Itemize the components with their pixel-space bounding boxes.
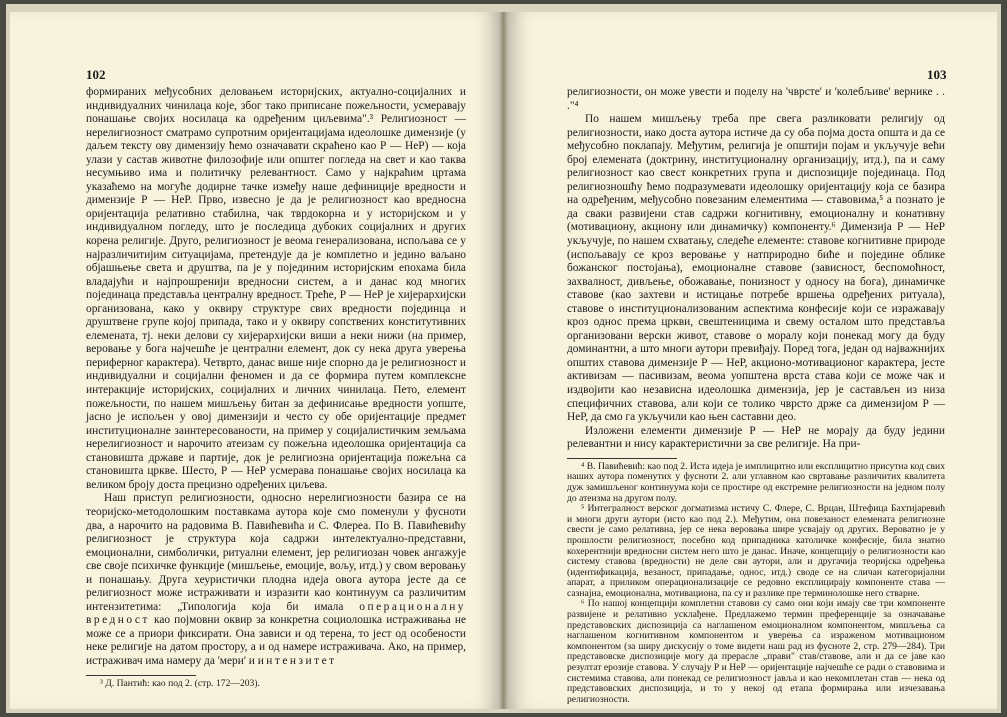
page-number: 103 bbox=[927, 67, 947, 82]
page-body bbox=[86, 86, 466, 689]
left-page bbox=[10, 12, 500, 709]
paragraph: формираних међусобних деловањем историјских, актуално-социјалних и индивидуалних чинилаца које, због тако приписане пожељности, усмеравају понашање својих носилаца ка одређеним циљевима".³ Религиозност — нерелигиозност сматрамо супротним оријентацијама идеолошке димензије (у даљем тексту ову димензију ћемо означавати скраћено као Р — НеР) — која улази у састав животне филозофије или општег погледа на свет и као таква несумњиво има и политичку релевантност. Само у најкраћим цртама указаћемо на могуће додирне тачке између наше дефиниције вредности и димензије Р — НеР. Прво, извесно је да је религиозност као вредносна оријентација релативно стабилна, чак тврдокорна и у историјском и у индивидуалном погледу, што је последица дубоких социјалних и других корена религије. Друго, религиозност је веома генерализована, испољава се у најразличитијим ситуацијама, претендује да је комплетно и једино ваљано објашњење света и друштва, па је у појединим историјским епохама била владајући и најпрошренији вредносни систем, а и данас код многих појединаца представља централну вредност. Треће, Р — НеР је хијерархијски организована, како у оквиру структуре свих вредности појединца и друштвене групе којој припада, тако и у оквиру сопствених конститутивних елемената, тј. неки делови су хијерархијски виши а неки нижи (на пример, веровање у бога најчешће је централни елемент, док су нека друга уверења периферног карактера). Четврто, данас више није спорно да је религиозност и индивидуални и социјални феномен и да се формира путем комплексне интеракције историјских, социјалних и личних чинилаца. Пето, елемент пожељности, по нашем мишљењу битан за дефинисање вредности уопште, јасно је испољен у овој димензији и често су обе оријентације предмет институционалне заинтересованости, на пример у социјалистичким земљама нерелигиозност и нарочито атеизам су пожељна идеолошка оријентација са становишта државе и партије, док је религиозна оријентација пожељна са становишта цркве. Шесто, Р — НеР усмерава понашање својих носилаца ка великом броју доста прецизно одређених циљева. bbox=[86, 86, 466, 491]
text-run: Наш приступ религиозности, односно нерелигиозности базира се на теоријско-методолошким поставкама аутора које смо поменули у фусноти два, а нарочито на радовима В. Павићевића и С. Флереа. По В. Павићевићу религиозност је структура која садржи интелектуално-представни, емоционални, симболички, ритуални елемент, јер религиозан човек ангажује све своје психичке функције (мишљење, емоције, вољу, итд.) у свом веровању и понашању. Друга хеуристички плодна идеја овога аутора јесте да се религиозност може истраживати и изразити као континуум са различитим интензитетима: „Типологија која би имала bbox=[86, 492, 466, 613]
page-body bbox=[567, 86, 945, 705]
right-page bbox=[507, 12, 997, 709]
footnotes bbox=[567, 462, 945, 706]
page-number: 102 bbox=[86, 67, 106, 82]
footnote: ⁶ По нашој концепцији комплетни ставови су само они који имају све три компоненте развијене и релативно усклађене. Предлажемо термин преференције за означавање представовских диспозиција са наглашеном емоционалном компонентом, мишљења са наглашеном когнитивном компонентом и уверења са израженом мотивационом компонентом (за ширу дискусију о томе видети наш рад из фусноте 2, стр. 279—284). Три представовске диспозиције могу да прерасле „прави" став/ставове, али и да се јаве као резултат ерозије ставова. У случају Р и НеР — оријентације најчешће се ради о ставовима и системима ставова, али понекад се религиозност јавља и као некомплетан став — нека од представовских диспозиција, и то у некој од етапа формирања или изчезавања религиозности. bbox=[567, 598, 945, 705]
paragraph: Изложени елементи димензије Р — НеР не морају да буду једини релевантни и нису карактеристични за све религије. На при- bbox=[567, 424, 945, 451]
book-gutter bbox=[500, 12, 507, 709]
footnote: ⁵ Интегралност верског догматизма истичу С. Флере, С. Врцан, Штефица Бахтијаревић и многи други аутори (исто као под 2.). Међутим, она повезаност елемената религиозне свести је само релативна, јер се нека веровања шире усвајају од других. Вероватно је у прошлости религиозност, посебно код припадника католичке конфесије, била знатно кохерентнији вредносни систем него што је данас. Иначе, концепцију о религиозности као систему ставова (вредности) не деле сви аутори, али и другачија теоријска одређења (идентификација, везаност, припадање, однос, итд.) своде се на сличан категоријални апарат, а приликом операционализације се редовно експлицирају компоненте става — сазнајна, емоционална, мотивациона, па су и разлике пре терминолошке него стварне. bbox=[567, 503, 945, 599]
spaced-text: интензитет bbox=[257, 654, 337, 667]
footnote-rule bbox=[86, 675, 196, 676]
paragraph bbox=[86, 492, 466, 668]
spaced-text: операционалну вредност bbox=[86, 600, 466, 627]
paragraph: По нашем мишљењу треба пре свега разликовати религију од религиозности, иако доста аутора истиче да су оба појма доста општа и да се међусобно поклапају. Међутим, религија је општији појам и укључује већи број елемената (доктрину, институционалну организацију, итд.), па и саму религиозност као свест конкретних група и диспозиције појединаца. Под религиозношћу ћемо подразумевати идеолошку оријентацију која се базира на одређеним, међусобно повезаним елементима — ставовима,⁵ а познато је да сваки развијени став садржи когнитивну, емоционалну и конативну (мотивациону, акциону или динамичку) компоненту.⁶ Димензија Р — НеР укључује, по нашем схватању, следеће елементе: ставове когнитивне природе (испољавају се кроз веровање у натприродно биће и поједине облике божанског постојања), емоционалне ставове (зависност, беспомоћност, захвалност, дивљење, обожавање, понизност у односу на бога), динамичке ставове (као захтеви и истицање потребе вршења одређених ритуала), ставове о институционализованим аспектима конфесије који се изражавају кроз однос према цркви, свештеницима и свему осталом што представља организовани верски живот, ставове о моралу који понекад могу да буду доминантни, а што многи аутори превиђају. Поред тога, један од најважнијих општих ставова димензије Р — НеР, акционо-мотивационог карактера, јесте активизам — пасивизам, веома уопштена врста става који се може чак и издвојити као независна идеолошка димензија, јер је састављен из низа специфичних ставова, али који се толико чврсто држе са димензијом Р — НеР, да смо га укључили као њен саставни део. bbox=[567, 113, 945, 424]
footnotes bbox=[86, 679, 466, 690]
footnote: ⁴ В. Павићевић: као под 2. Иста идеја је имплицитно или експлицитно присутна код свих наших аутора поменутих у фусноти 2. али углавном као свртавање различитих квалитета дуж замишљеног континуума који се простире од екстремне религиозности на једном полу до атеизма на другом полу. bbox=[567, 460, 945, 504]
paragraph: религиозности, он може увести и поделу на 'чврсте' и 'колебљиве' вернике . . ."⁴ bbox=[567, 86, 945, 112]
footnote-rule bbox=[567, 458, 677, 459]
footnote: ³ Д. Пантић: као под 2. (стр. 172—203). bbox=[100, 677, 260, 689]
text-run: као појмовни оквир за конкретна социолошка истраживања не може се а приори фиксирати. Она зависи и од терена, то јест од особености неке религије на датом простору, а и од намере истраживача. Ако, на пример, истраживач има намеру да 'мери' и bbox=[86, 614, 466, 667]
book-spread bbox=[6, 4, 1001, 713]
